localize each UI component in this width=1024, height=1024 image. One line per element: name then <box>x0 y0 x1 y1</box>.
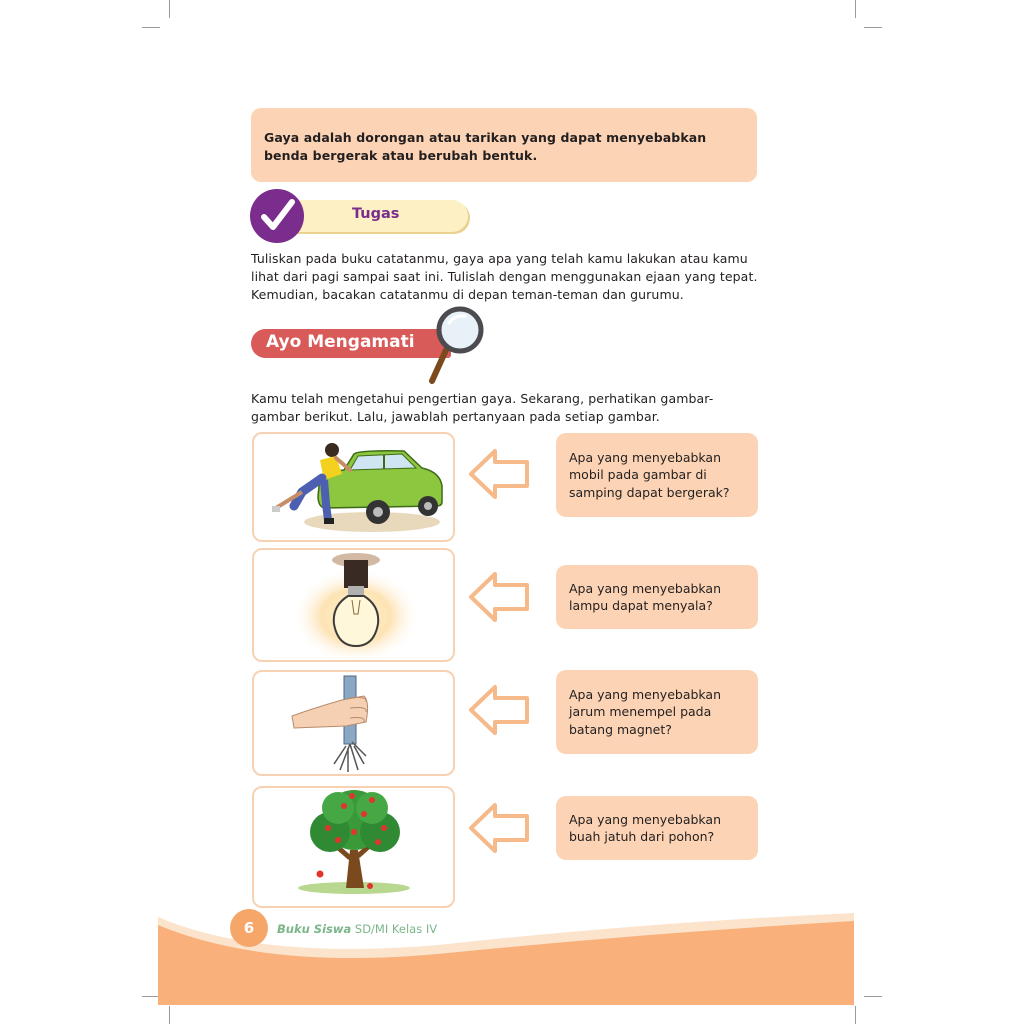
question-tree: Apa yang menyebabkan buah jatuh dari pohon? <box>556 796 758 860</box>
magnet-illustration <box>254 672 453 774</box>
ayo-mengamati-banner: Ayo Mengamati <box>251 329 451 358</box>
arrow-left-icon <box>468 448 530 500</box>
tugas-text: Tuliskan pada buku catatanmu, gaya apa yang telah kamu lakukan atau kamu lihat dari pagi sampai saat ini. Tulislah dengan menggunakan ejaan yang tepat. Kemudian, bacakan catatanmu di depan teman-teman dan gurumu. <box>251 251 758 302</box>
arrow-left-icon <box>468 802 530 854</box>
arrow-left-icon <box>468 571 530 623</box>
bulb-illustration <box>254 550 453 660</box>
picture-magnet <box>252 670 455 776</box>
question-magnet: Apa yang menyebabkan jarum menempel pada batang magnet? <box>556 670 758 754</box>
question-car: Apa yang menyebabkan mobil pada gambar di samping dapat bergerak? <box>556 433 758 517</box>
crop-mark <box>142 27 160 28</box>
tugas-title: Tugas <box>352 206 400 222</box>
picture-tree <box>252 786 455 908</box>
crop-mark <box>169 1006 170 1024</box>
magnifier-icon <box>425 305 487 387</box>
picture-car <box>252 432 455 542</box>
tree-illustration <box>254 788 453 906</box>
definition-box: Gaya adalah dorongan atau tarikan yang dapat menyebabkan benda bergerak atau berubah bentuk. <box>251 108 757 182</box>
car-push-illustration <box>254 434 453 540</box>
book-title: Buku Siswa <box>277 922 352 936</box>
ayo-intro: Kamu telah mengetahui pengertian gaya. Sekarang, perhatikan gambar-gambar berikut. Lalu, jawablah pertanyaan pada setiap gambar. <box>251 391 714 424</box>
crop-mark <box>855 1006 856 1024</box>
picture-lamp <box>252 548 455 662</box>
crop-mark <box>855 0 856 18</box>
question-lamp: Apa yang menyebabkan lampu dapat menyala? <box>556 565 758 629</box>
page-number: 6 <box>230 909 268 947</box>
crop-mark <box>169 0 170 18</box>
book-subtitle: SD/MI Kelas IV <box>354 922 438 936</box>
crop-mark <box>864 27 882 28</box>
crop-mark <box>864 996 882 997</box>
check-icon <box>250 189 304 243</box>
footer-title <box>277 922 437 936</box>
arrow-left-icon <box>468 684 530 736</box>
